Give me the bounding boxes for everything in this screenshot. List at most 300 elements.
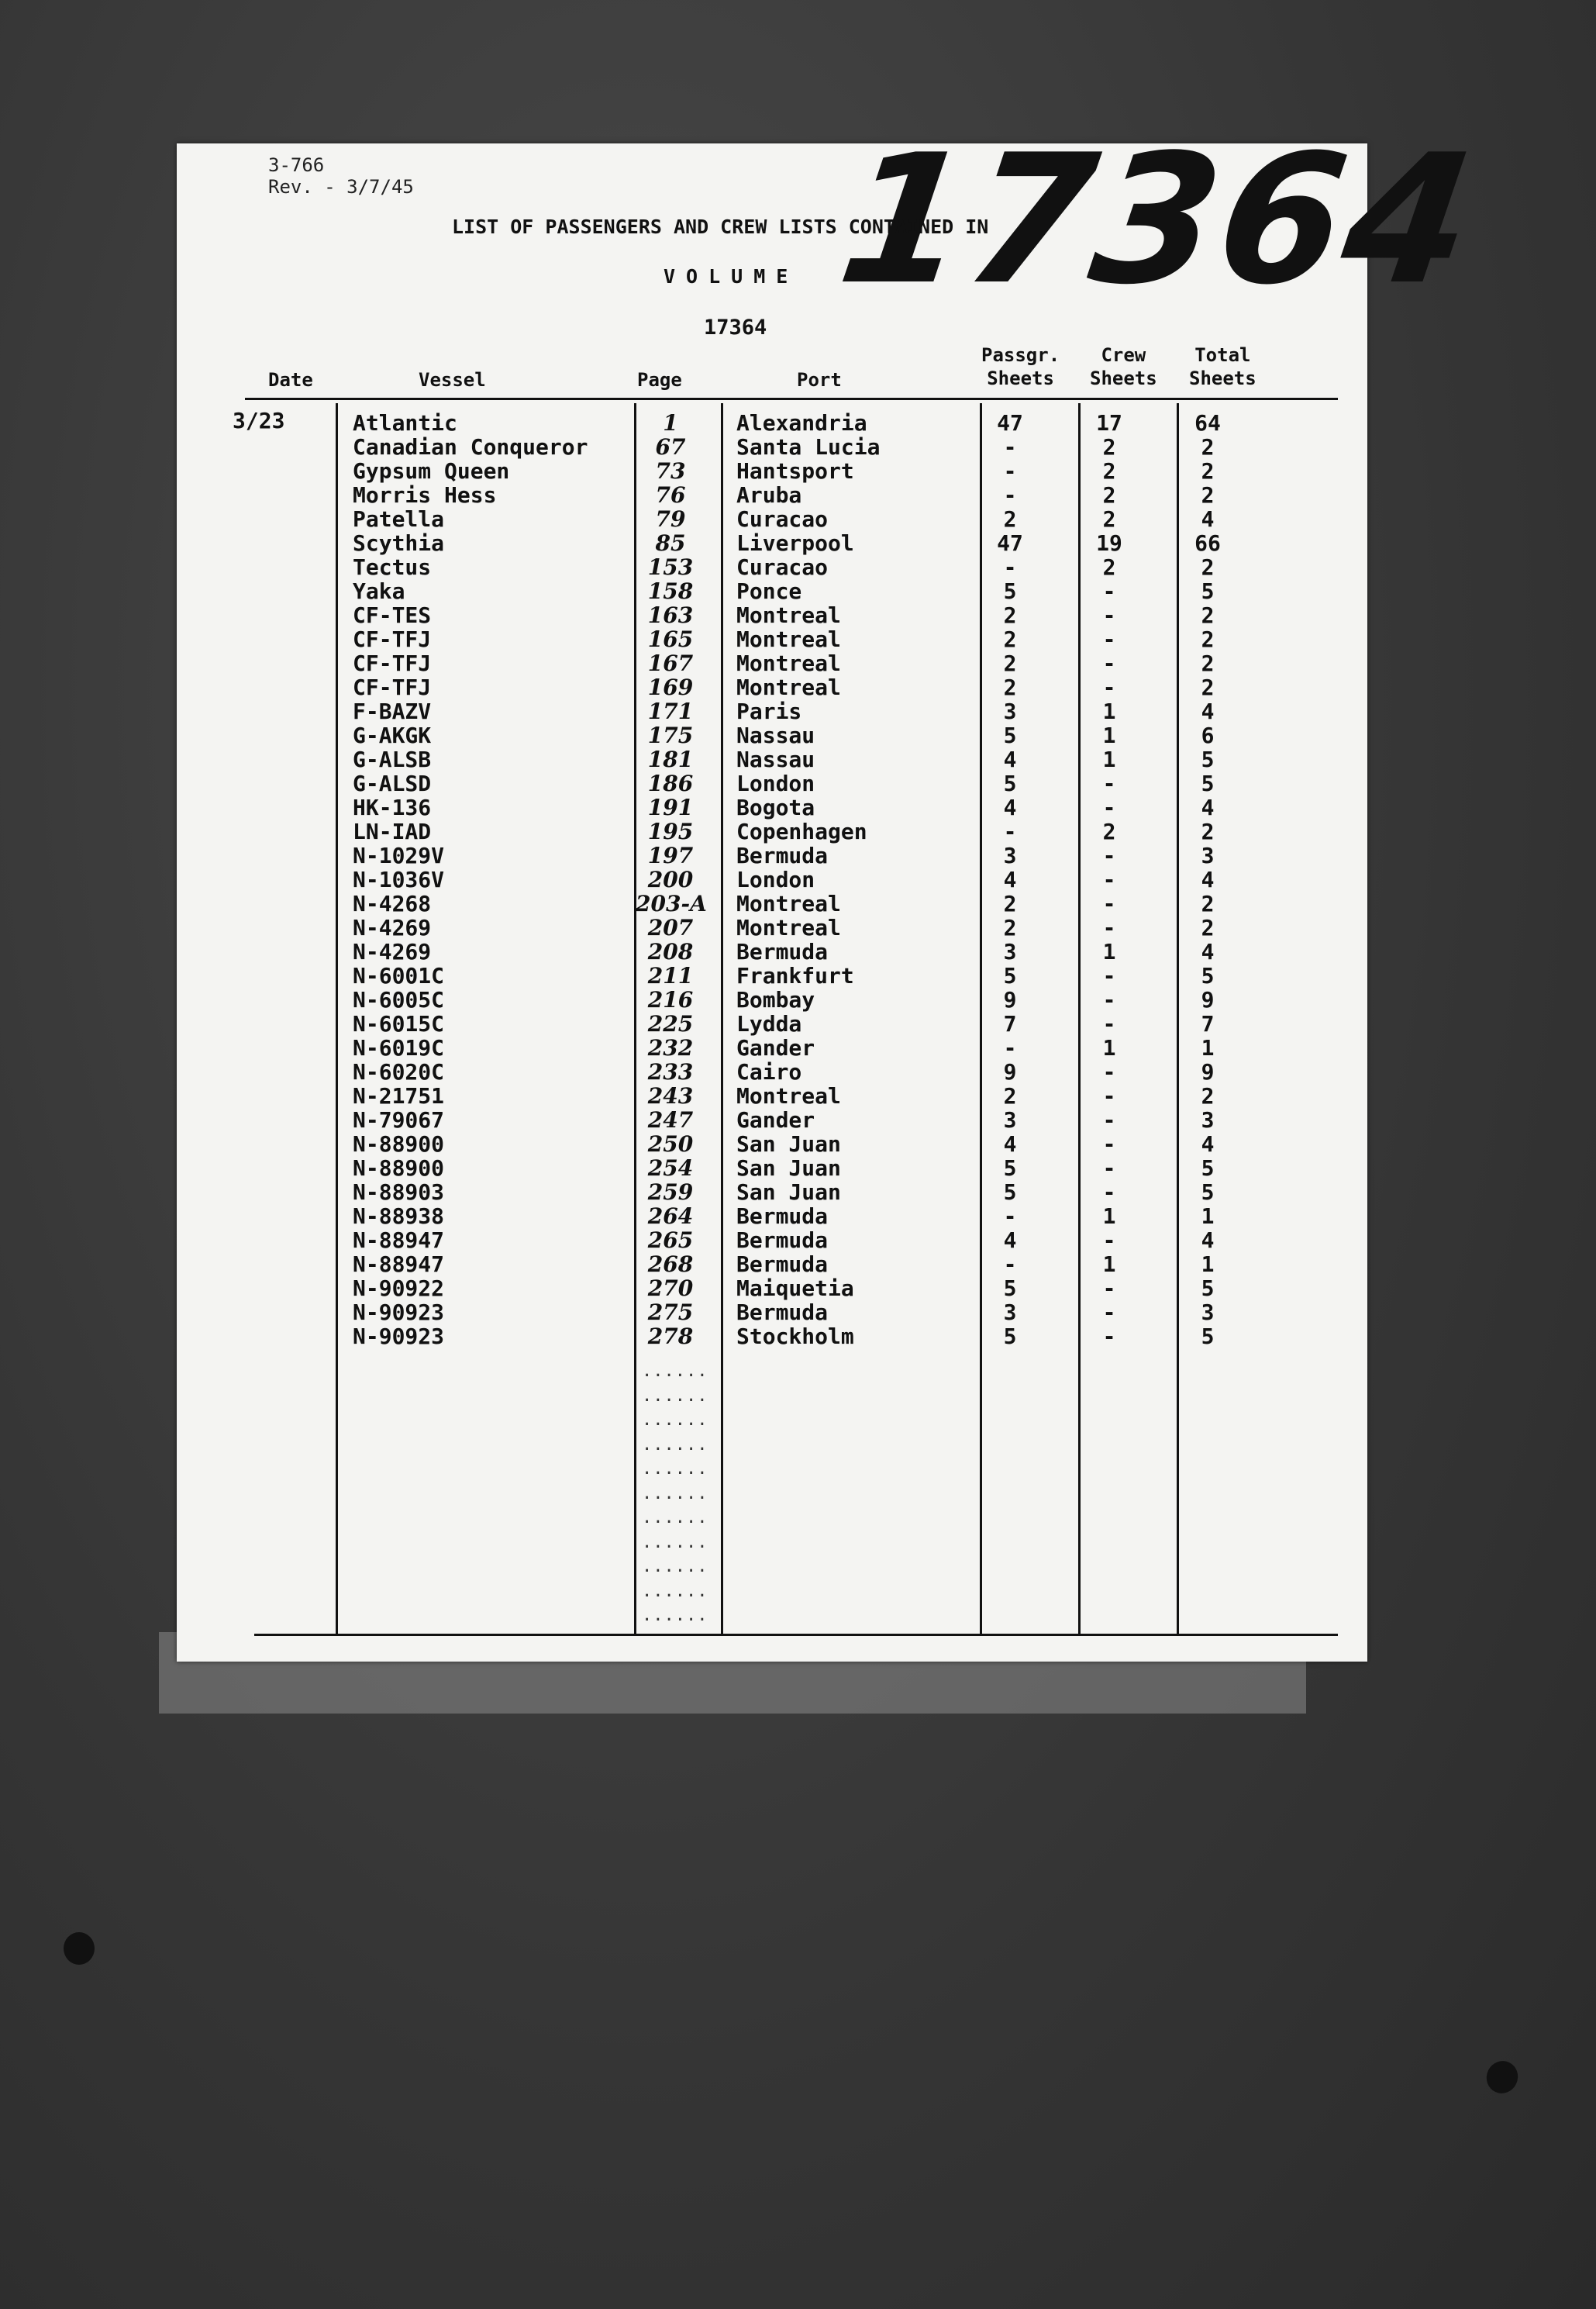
total-sheets-cell: 6 [1201, 723, 1215, 748]
table-row [177, 507, 1367, 531]
header-total-sheets: Total Sheets [1189, 344, 1256, 389]
passenger-sheets-cell: 5 [1003, 578, 1017, 604]
punch-hole-right [1481, 2056, 1523, 2099]
port-cell: Lydda [736, 1011, 802, 1037]
punch-hole-left [64, 1932, 95, 1965]
vessel-cell: N-90923 [353, 1299, 445, 1325]
crew-sheets-cell: - [1102, 602, 1116, 628]
crew-sheets-cell: - [1102, 1179, 1116, 1205]
port-cell: Bermuda [736, 1251, 829, 1277]
crew-sheets-cell: - [1102, 867, 1116, 892]
page-cell: 85 [655, 530, 686, 556]
passenger-sheets-cell: 5 [1003, 1275, 1017, 1301]
page-cell: 167 [647, 651, 694, 676]
page-cell: 158 [647, 578, 694, 604]
crew-sheets-cell: - [1102, 915, 1116, 941]
total-sheets-cell: 2 [1201, 626, 1215, 652]
crew-sheets-cell: - [1102, 987, 1116, 1013]
passenger-sheets-cell: 5 [1003, 771, 1017, 796]
port-cell: Bermuda [736, 1299, 829, 1325]
vessel-cell: N-6015C [353, 1011, 445, 1037]
form-number: 3-766 [268, 154, 325, 176]
port-cell: London [736, 771, 815, 796]
port-cell: Bermuda [736, 939, 829, 965]
page-cell: 79 [655, 506, 686, 532]
vessel-cell: Patella [353, 506, 445, 532]
crew-sheets-cell: 2 [1102, 434, 1116, 460]
document-title: LIST OF PASSENGERS AND CREW LISTS CONTAINED IN [452, 216, 989, 238]
vessel-cell: N-4269 [353, 939, 432, 965]
handwritten-volume-number: 17364 [829, 117, 1487, 324]
passenger-sheets-cell: 5 [1003, 963, 1017, 989]
total-sheets-cell: 4 [1201, 795, 1215, 820]
port-cell: Montreal [736, 891, 841, 916]
table-row [177, 988, 1367, 1012]
page-cell: 247 [647, 1107, 694, 1133]
port-cell: Bermuda [736, 1203, 829, 1229]
volume-label: VOLUME [664, 265, 799, 288]
total-sheets-cell: 2 [1201, 915, 1215, 941]
page-cell: 259 [647, 1179, 694, 1205]
crew-sheets-cell: - [1102, 1011, 1116, 1037]
header-rule [245, 398, 1338, 400]
total-sheets-cell: 2 [1201, 434, 1215, 460]
total-sheets-cell: 5 [1201, 1155, 1215, 1181]
vessel-cell: Tectus [353, 554, 432, 580]
port-cell: Nassau [736, 723, 815, 748]
total-sheets-cell: 5 [1201, 747, 1215, 772]
crew-sheets-cell: - [1102, 651, 1116, 676]
crew-sheets-cell: 17 [1096, 410, 1122, 436]
page-cell: 163 [647, 602, 694, 628]
vessel-cell: Scythia [353, 530, 445, 556]
page-cell: 243 [647, 1083, 694, 1109]
table-row [177, 1180, 1367, 1204]
passenger-sheets-cell: - [1003, 434, 1017, 460]
crew-sheets-cell: 2 [1102, 458, 1116, 484]
vessel-cell: N-21751 [353, 1083, 445, 1109]
table-row [177, 579, 1367, 603]
page-cell: 208 [647, 939, 694, 965]
vessel-cell: N-6005C [353, 987, 445, 1013]
crew-sheets-cell: 19 [1096, 530, 1122, 556]
passenger-sheets-cell: 2 [1003, 891, 1017, 916]
total-sheets-cell: 5 [1201, 1324, 1215, 1349]
page-cell: 197 [647, 843, 694, 868]
passenger-sheets-cell: 5 [1003, 1155, 1017, 1181]
empty-page-placeholders [642, 1359, 708, 1628]
vessel-cell: G-ALSB [353, 747, 432, 772]
vessel-cell: N-90923 [353, 1324, 445, 1349]
table-row [177, 408, 1367, 436]
passenger-sheets-cell: 7 [1003, 1011, 1017, 1037]
footer-rule [254, 1634, 1338, 1636]
vessel-cell: N-6019C [353, 1035, 445, 1061]
vessel-cell: Canadian Conqueror [353, 434, 588, 460]
vessel-cell: Gypsum Queen [353, 458, 510, 484]
passenger-sheets-cell: 4 [1003, 795, 1017, 820]
passenger-sheets-cell: 4 [1003, 1131, 1017, 1157]
table-row [177, 1300, 1367, 1324]
crew-sheets-cell: - [1102, 795, 1116, 820]
vessel-cell: G-ALSD [353, 771, 432, 796]
header-page: Page [637, 369, 682, 391]
page-cell: 225 [647, 1011, 694, 1037]
table-row [177, 796, 1367, 820]
crew-sheets-cell: 2 [1102, 482, 1116, 508]
crew-sheets-cell: 1 [1102, 1251, 1116, 1277]
total-sheets-cell: 5 [1201, 1275, 1215, 1301]
page-cell: 216 [647, 987, 694, 1013]
header-vessel: Vessel [419, 369, 486, 391]
passenger-sheets-cell: 2 [1003, 1083, 1017, 1109]
crew-sheets-cell: - [1102, 1324, 1116, 1349]
revision-date: Rev. - 3/7/45 [268, 176, 414, 198]
page-cell: 171 [647, 699, 694, 724]
page-cell: 165 [647, 626, 694, 652]
table-row [177, 531, 1367, 555]
vessel-cell: G-AKGK [353, 723, 432, 748]
table-row [177, 1204, 1367, 1228]
port-cell: Montreal [736, 675, 841, 700]
vessel-cell: N-4269 [353, 915, 432, 941]
passenger-sheets-cell: 4 [1003, 867, 1017, 892]
passenger-sheets-cell: - [1003, 1203, 1017, 1229]
page-cell: 278 [647, 1324, 694, 1349]
page-cell: 233 [647, 1059, 694, 1085]
crew-sheets-cell: 2 [1102, 554, 1116, 580]
passenger-sheets-cell: 2 [1003, 626, 1017, 652]
total-sheets-cell: 3 [1201, 1299, 1215, 1325]
table-row [177, 483, 1367, 507]
port-cell: Cairo [736, 1059, 802, 1085]
vessel-cell: CF-TFJ [353, 651, 432, 676]
vessel-cell: N-88947 [353, 1251, 445, 1277]
passenger-sheets-cell: 2 [1003, 675, 1017, 700]
vessel-cell: Atlantic [353, 410, 457, 436]
dot-placeholder: ...... [642, 1410, 708, 1430]
port-cell: Curacao [736, 506, 829, 532]
total-sheets-cell: 9 [1201, 1059, 1215, 1085]
table-row [177, 1324, 1367, 1348]
table-row [177, 844, 1367, 868]
header-port: Port [797, 369, 842, 391]
page-cell: 169 [647, 675, 694, 700]
total-sheets-cell: 5 [1201, 578, 1215, 604]
port-cell: San Juan [736, 1155, 841, 1181]
total-sheets-cell: 5 [1201, 963, 1215, 989]
dot-placeholder: ...... [642, 1459, 708, 1479]
page-cell: 200 [647, 867, 694, 892]
total-sheets-cell: 2 [1201, 482, 1215, 508]
port-cell: Frankfurt [736, 963, 854, 989]
passenger-sheets-cell: 2 [1003, 651, 1017, 676]
crew-sheets-cell: - [1102, 963, 1116, 989]
total-sheets-cell: 1 [1201, 1251, 1215, 1277]
page-cell: 265 [647, 1227, 694, 1253]
port-cell: Maiquetia [736, 1275, 854, 1301]
table-row [177, 771, 1367, 796]
vessel-cell: N-79067 [353, 1107, 445, 1133]
port-cell: Stockholm [736, 1324, 854, 1349]
crew-sheets-cell: 1 [1102, 699, 1116, 724]
vessel-cell: N-6020C [353, 1059, 445, 1085]
vessel-cell: Morris Hess [353, 482, 497, 508]
port-cell: Ponce [736, 578, 802, 604]
passenger-sheets-cell: 2 [1003, 506, 1017, 532]
port-cell: Curacao [736, 554, 829, 580]
total-sheets-cell: 1 [1201, 1035, 1215, 1061]
port-cell: Bogota [736, 795, 815, 820]
total-sheets-cell: 1 [1201, 1203, 1215, 1229]
port-cell: Aruba [736, 482, 802, 508]
table-row [177, 651, 1367, 675]
page-cell: 207 [647, 915, 694, 941]
crew-sheets-cell: 2 [1102, 819, 1116, 844]
crew-sheets-cell: - [1102, 1155, 1116, 1181]
passenger-sheets-cell: 3 [1003, 939, 1017, 965]
passenger-sheets-cell: 4 [1003, 1227, 1017, 1253]
page-cell: 191 [647, 795, 694, 820]
crew-sheets-cell: - [1102, 843, 1116, 868]
page-cell: 153 [647, 554, 694, 580]
passenger-sheets-cell: 47 [997, 530, 1023, 556]
crew-sheets-cell: 2 [1102, 506, 1116, 532]
table-row [177, 820, 1367, 844]
crew-sheets-cell: - [1102, 891, 1116, 916]
vessel-cell: F-BAZV [353, 699, 432, 724]
vessel-cell: N-6001C [353, 963, 445, 989]
vessel-cell: HK-136 [353, 795, 432, 820]
vessel-cell: N-88938 [353, 1203, 445, 1229]
port-cell: Montreal [736, 1083, 841, 1109]
port-cell: Alexandria [736, 410, 867, 436]
passenger-sheets-cell: - [1003, 819, 1017, 844]
table-row [177, 555, 1367, 579]
page-cell: 1 [663, 410, 678, 436]
passenger-sheets-cell: - [1003, 482, 1017, 508]
table-row [177, 1012, 1367, 1036]
page-cell: 250 [647, 1131, 694, 1157]
passenger-sheets-cell: 3 [1003, 843, 1017, 868]
total-sheets-cell: 9 [1201, 987, 1215, 1013]
page-cell: 175 [647, 723, 694, 748]
port-cell: Bermuda [736, 843, 829, 868]
crew-sheets-cell: 1 [1102, 723, 1116, 748]
page-cell: 203-A [636, 891, 707, 916]
passenger-sheets-cell: - [1003, 1035, 1017, 1061]
crew-sheets-cell: - [1102, 578, 1116, 604]
total-sheets-cell: 2 [1201, 554, 1215, 580]
total-sheets-cell: 2 [1201, 602, 1215, 628]
total-sheets-cell: 5 [1201, 1179, 1215, 1205]
passenger-sheets-cell: 47 [997, 410, 1023, 436]
document-sheet [177, 117, 1487, 1662]
total-sheets-cell: 2 [1201, 651, 1215, 676]
vessel-cell: N-4268 [353, 891, 432, 916]
port-cell: San Juan [736, 1131, 841, 1157]
page-cell: 264 [647, 1203, 694, 1229]
total-sheets-cell: 4 [1201, 699, 1215, 724]
table-row [177, 964, 1367, 988]
vessel-cell: CF-TFJ [353, 675, 432, 700]
total-sheets-cell: 2 [1201, 819, 1215, 844]
table-row [177, 868, 1367, 892]
total-sheets-cell: 4 [1201, 1227, 1215, 1253]
vessel-cell: N-90922 [353, 1275, 445, 1301]
crew-sheets-cell: - [1102, 675, 1116, 700]
table-row [177, 892, 1367, 916]
port-cell: Gander [736, 1035, 815, 1061]
volume-number: 17364 [704, 316, 767, 340]
vessel-cell: CF-TFJ [353, 626, 432, 652]
page-cell: 76 [655, 482, 686, 508]
header-date: Date [268, 369, 313, 391]
passenger-sheets-cell: 2 [1003, 602, 1017, 628]
total-sheets-cell: 3 [1201, 843, 1215, 868]
port-cell: Hantsport [736, 458, 854, 484]
port-cell: Montreal [736, 602, 841, 628]
table-row [177, 1060, 1367, 1084]
passenger-sheets-cell: 2 [1003, 915, 1017, 941]
total-sheets-cell: 4 [1201, 867, 1215, 892]
page-cell: 254 [647, 1155, 694, 1181]
passenger-sheets-cell: - [1003, 1251, 1017, 1277]
vessel-cell: N-88903 [353, 1179, 445, 1205]
crew-sheets-cell: - [1102, 1059, 1116, 1085]
total-sheets-cell: 5 [1201, 771, 1215, 796]
port-cell: Paris [736, 699, 802, 724]
table-row [177, 1036, 1367, 1060]
table-row [177, 916, 1367, 940]
port-cell: London [736, 867, 815, 892]
vessel-cell: N-1029V [353, 843, 445, 868]
port-cell: Montreal [736, 915, 841, 941]
total-sheets-cell: 4 [1201, 506, 1215, 532]
page-cell: 181 [647, 747, 694, 772]
crew-sheets-cell: 1 [1102, 939, 1116, 965]
crew-sheets-cell: - [1102, 626, 1116, 652]
port-cell: San Juan [736, 1179, 841, 1205]
vessel-cell: N-1036V [353, 867, 445, 892]
total-sheets-cell: 64 [1194, 410, 1221, 436]
page-cell: 195 [647, 819, 694, 844]
passenger-sheets-cell: 5 [1003, 723, 1017, 748]
header-crew-sheets: Crew Sheets [1090, 344, 1157, 389]
table-row [177, 1084, 1367, 1108]
header-passenger-sheets: Passgr. Sheets [981, 344, 1060, 389]
crew-sheets-cell: - [1102, 1083, 1116, 1109]
page-cell: 270 [647, 1275, 694, 1301]
table-row [177, 1108, 1367, 1132]
table-row [177, 1276, 1367, 1300]
passenger-sheets-cell: 4 [1003, 747, 1017, 772]
page-cell: 67 [655, 434, 686, 460]
table-row [177, 699, 1367, 723]
table-row [177, 940, 1367, 964]
crew-sheets-cell: 1 [1102, 1203, 1116, 1229]
table-row [177, 1252, 1367, 1276]
vessel-cell: N-88900 [353, 1155, 445, 1181]
vessel-cell: N-88947 [353, 1227, 445, 1253]
crew-sheets-cell: - [1102, 1107, 1116, 1133]
reference-notes [268, 154, 414, 198]
port-cell: Liverpool [736, 530, 854, 556]
total-sheets-cell: 4 [1201, 1131, 1215, 1157]
crew-sheets-cell: 1 [1102, 747, 1116, 772]
table-row [177, 1228, 1367, 1252]
page-cell: 275 [647, 1299, 694, 1325]
port-cell: Nassau [736, 747, 815, 772]
table-row [177, 627, 1367, 651]
dot-placeholder: ...... [642, 1434, 708, 1455]
passenger-sheets-cell: 9 [1003, 1059, 1017, 1085]
total-sheets-cell: 2 [1201, 675, 1215, 700]
table-row [177, 723, 1367, 747]
table-row [177, 459, 1367, 483]
port-cell: Montreal [736, 651, 841, 676]
table-row [177, 1156, 1367, 1180]
page-cell: 268 [647, 1251, 694, 1277]
total-sheets-cell: 66 [1194, 530, 1221, 556]
date-cell: 3/23 [233, 408, 285, 433]
dot-placeholder: ...... [642, 1508, 708, 1527]
dot-placeholder: ...... [642, 1581, 708, 1601]
crew-sheets-cell: - [1102, 1227, 1116, 1253]
table-row [177, 747, 1367, 771]
vessel-cell: LN-IAD [353, 819, 432, 844]
table-row [177, 435, 1367, 459]
total-sheets-cell: 2 [1201, 1083, 1215, 1109]
passenger-sheets-cell: 3 [1003, 1299, 1017, 1325]
passenger-sheets-cell: 5 [1003, 1324, 1017, 1349]
total-sheets-cell: 7 [1201, 1011, 1215, 1037]
total-sheets-cell: 2 [1201, 891, 1215, 916]
passenger-sheets-cell: 9 [1003, 987, 1017, 1013]
total-sheets-cell: 4 [1201, 939, 1215, 965]
page-cell: 73 [655, 458, 686, 484]
port-cell: Montreal [736, 626, 841, 652]
page-cell: 186 [647, 771, 694, 796]
page-cell: 211 [647, 963, 694, 989]
crew-sheets-cell: - [1102, 771, 1116, 796]
passenger-sheets-cell: 3 [1003, 1107, 1017, 1133]
dot-placeholder: ...... [642, 1362, 708, 1381]
passenger-sheets-cell: 3 [1003, 699, 1017, 724]
table-row [177, 603, 1367, 627]
dot-placeholder: ...... [642, 1483, 708, 1503]
crew-sheets-cell: - [1102, 1131, 1116, 1157]
table-row [177, 1132, 1367, 1156]
passenger-sheets-cell: - [1003, 554, 1017, 580]
port-cell: Santa Lucia [736, 434, 881, 460]
table-row [177, 675, 1367, 699]
vessel-cell: Yaka [353, 578, 405, 604]
total-sheets-cell: 2 [1201, 458, 1215, 484]
vessel-cell: CF-TES [353, 602, 432, 628]
port-cell: Gander [736, 1107, 815, 1133]
crew-sheets-cell: 1 [1102, 1035, 1116, 1061]
dot-placeholder: ...... [642, 1606, 708, 1625]
port-cell: Bermuda [736, 1227, 829, 1253]
port-cell: Bombay [736, 987, 815, 1013]
vessel-cell: N-88900 [353, 1131, 445, 1157]
page-cell: 232 [647, 1035, 694, 1061]
port-cell: Copenhagen [736, 819, 867, 844]
passenger-sheets-cell: - [1003, 458, 1017, 484]
passenger-sheets-cell: 5 [1003, 1179, 1017, 1205]
dot-placeholder: ...... [642, 1557, 708, 1576]
